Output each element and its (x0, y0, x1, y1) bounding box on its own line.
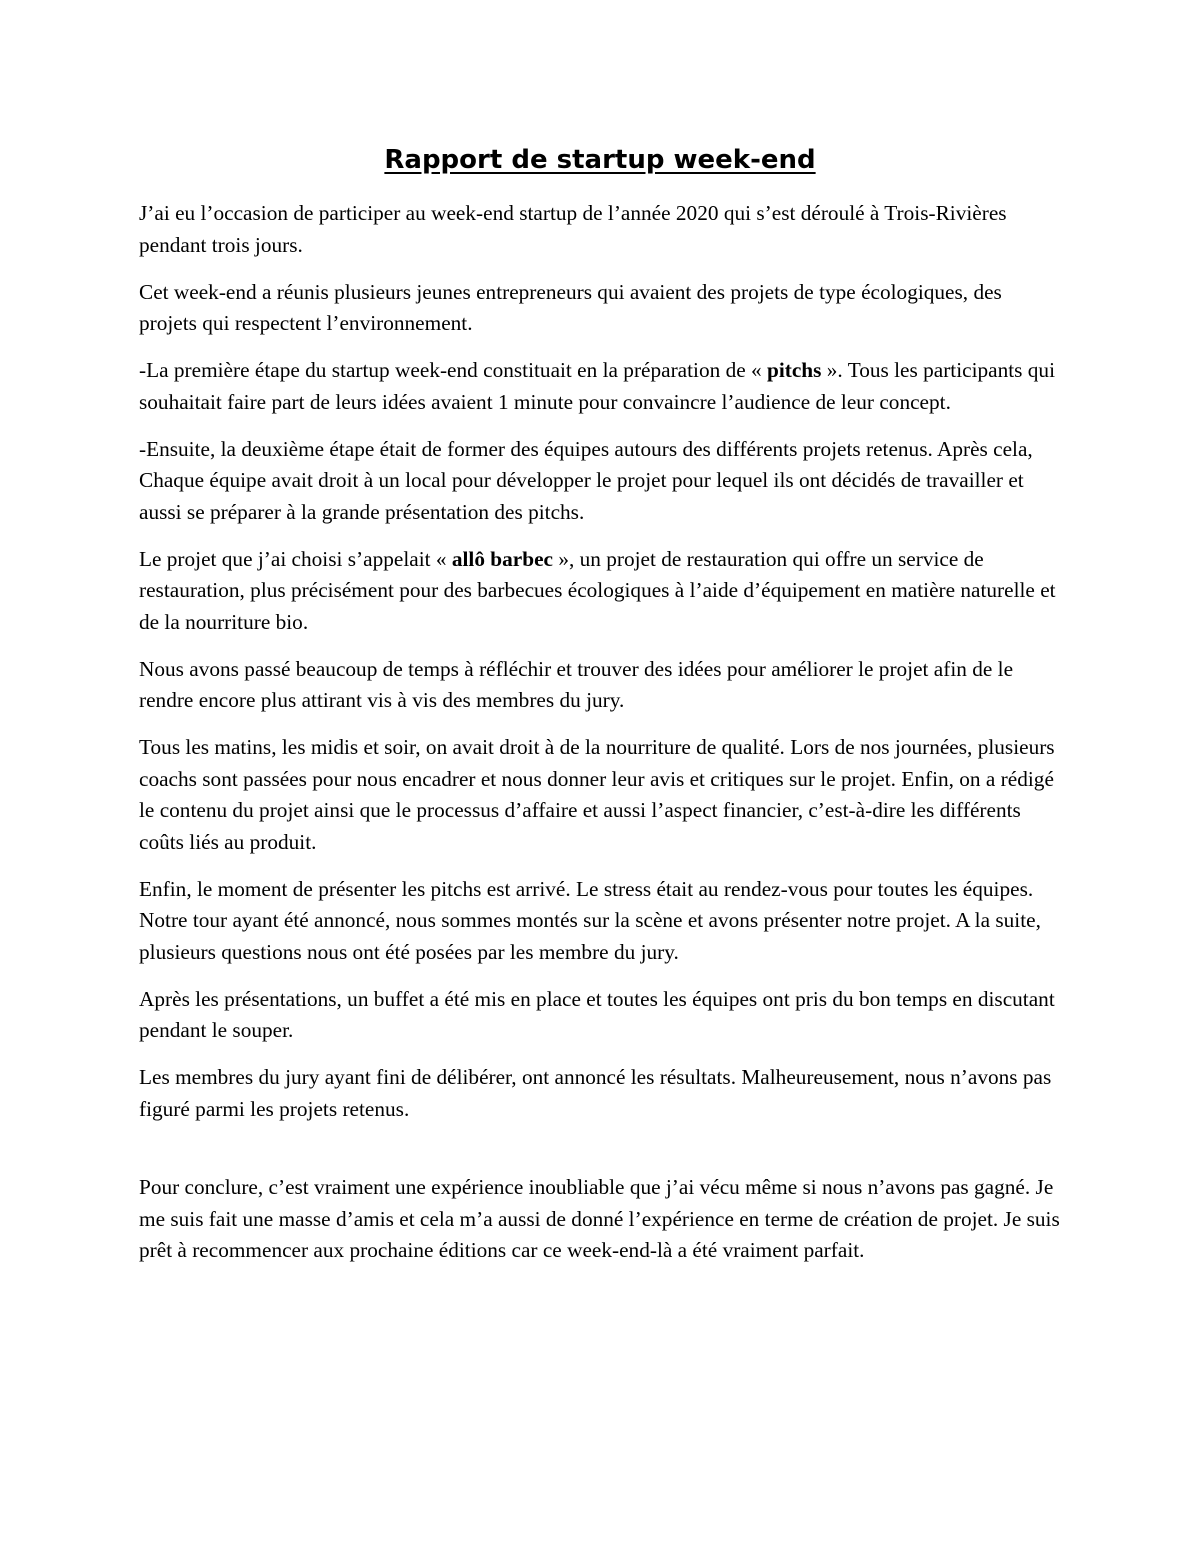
paragraph-results: Les membres du jury ayant fini de délibérer, ont annoncé les résultats. Malheureusement, nous n’avons pas figuré parmi les projets retenus. (139, 1065, 1052, 1121)
paragraph-conclusion: Pour conclure, c’est vraiment une expérience inoubliable que j’ai vécu même si nous n’avons pas gagné. Je me suis fait une masse d’amis et cela m’a aussi de donné l’expérience en terme de création de projet. Je suis prêt à recommencer aux prochaine éditions car ce week-end-là a été vraiment parfait. (139, 1175, 1060, 1262)
document-title: Rapport de startup week-end (384, 145, 816, 175)
paragraph-intro: J’ai eu l’occasion de participer au week-end startup de l’année 2020 qui s’est déroulé à Trois-Rivières pendant trois jours. (139, 201, 1007, 257)
paragraph-chosen-project (139, 544, 1061, 639)
paragraph-chosen-project-before: Le projet que j’ai choisi s’appelait « (139, 546, 452, 571)
document-body (139, 198, 1061, 1282)
paragraph-step-two: -Ensuite, la deuxième étape était de former des équipes autours des différents projets retenus. Après cela, Chaque équipe avait droit à un local pour développer le projet pour lequel ils ont décidés de travailler et aussi se préparer à la grande présentation des pitchs. (139, 436, 1033, 524)
paragraph-daily-life: Tous les matins, les midis et soir, on avait droit à de la nourriture de qualité. Lors de nos journées, plusieurs coachs sont passées pour nous encadrer et nous donner leur avis et critiques sur le projet. Enfin, on a rédigé le contenu du projet ainsi que le processus d’affaire et aussi l’aspect financier, c’est-à-dire les différents coûts liés au produit. (139, 735, 1055, 854)
paragraph-step-one-after: ». Tous les participants qui souhaitait faire part de leurs idées avaient 1 minute pour convaincre l’audience de leur concept. (139, 358, 1055, 414)
paragraph-pitch-presentation: Enfin, le moment de présenter les pitchs est arrivé. Le stress était au rendez-vous pour toutes les équipes. Notre tour ayant été annoncé, nous sommes montés sur la scène et avons présenter notre projet. A la suite, plusieurs questions nous ont été posées par les membre du jury. (139, 876, 1041, 964)
paragraph-buffet: Après les présentations, un buffet a été mis en place et toutes les équipes ont pris du bon temps en discutant pendant le souper. (139, 986, 1055, 1042)
paragraph-step-one (139, 355, 1061, 418)
paragraph-ideas: Nous avons passé beaucoup de temps à réfléchir et trouver des idées pour améliorer le projet afin de le rendre encore plus attirant vis à vis des membres du jury. (139, 656, 1014, 712)
paragraph-participants: Cet week-end a réunis plusieurs jeunes entrepreneurs qui avaient des projets de type écologiques, des projets qui respectent l’environnement. (139, 279, 1002, 335)
project-name: allô barbec (451, 546, 553, 571)
paragraph-step-one-before: -La première étape du startup week-end constituait en la préparation de « (139, 358, 767, 382)
pitchs-term: pitchs (767, 358, 822, 382)
paragraph-chosen-project-after: », un projet de restauration qui offre un service de restauration, plus précisément pour des barbecues écologiques à l’aide d’équipement en matière naturelle et de la nourriture bio. (139, 546, 1056, 634)
